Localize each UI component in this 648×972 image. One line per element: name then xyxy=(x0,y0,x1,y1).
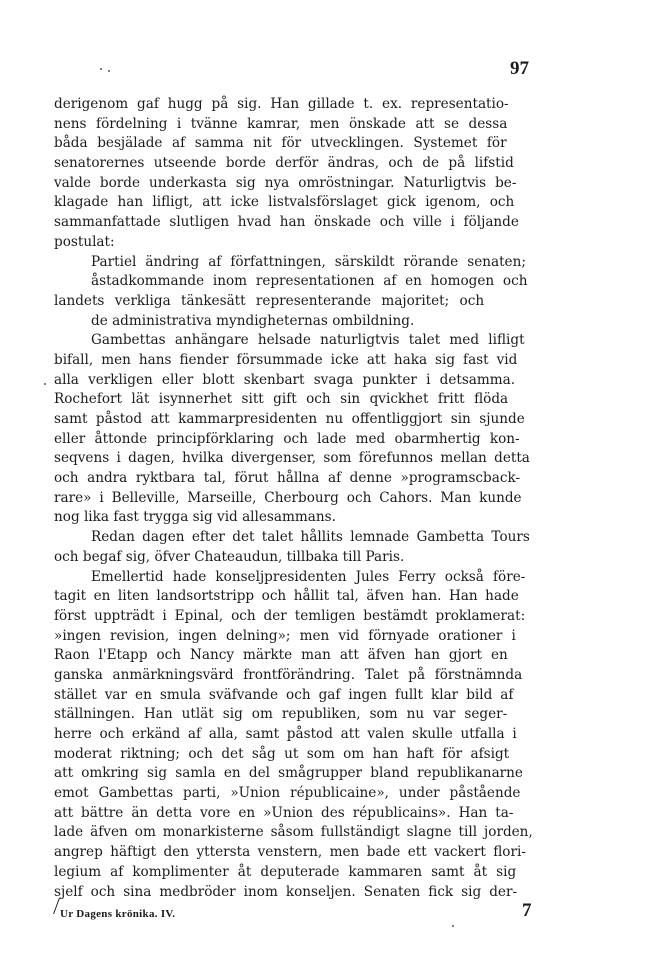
text-line xyxy=(54,134,554,154)
text-line xyxy=(54,705,554,725)
text-line-content: moderat riktning; och det såg ut som om han haft för afsigt xyxy=(54,745,510,762)
text-line xyxy=(54,233,554,253)
text-line xyxy=(54,489,554,509)
text-line xyxy=(54,607,554,627)
text-line-content: senatorernes utseende borde derför ändras, och de på lifstid xyxy=(54,155,514,172)
text-line-content: båda besjälade af samma nit för utvecklingen. Systemet för xyxy=(54,135,507,152)
text-line-content: landets verkliga tänkesätt representerande majoritet; och xyxy=(54,292,485,309)
text-line xyxy=(54,627,554,647)
text-line-content: ställningen. Han utlät sig om republiken, som nu var seger- xyxy=(54,706,508,723)
text-line xyxy=(54,843,554,863)
text-line xyxy=(54,528,554,548)
text-line xyxy=(54,508,554,528)
text-line xyxy=(54,548,554,568)
body-text xyxy=(54,95,554,902)
footer-signature: Ur Dagens krönika. IV. xyxy=(60,908,176,920)
speck-mark xyxy=(100,68,102,70)
text-line xyxy=(54,784,554,804)
text-line-content: klagade han lifligt, att icke listvalsförslaget gick igenom, och xyxy=(54,194,515,211)
text-line xyxy=(54,272,554,292)
text-line xyxy=(54,154,554,174)
footer xyxy=(60,900,550,928)
text-line xyxy=(54,745,554,765)
text-line-content: Raon l'Etapp och Nancy märkte man att äfven han gjort en xyxy=(54,647,508,664)
text-line-content: »ingen revision, ingen delning»; men vid förnyade orationer i xyxy=(54,627,516,644)
text-line-content: lade äfven om monarkisterne såsom fullständigt slagne till jorden, xyxy=(54,824,533,841)
text-line-content: nog lika fast trygga sig vid allesammans. xyxy=(54,509,336,526)
text-line-content: samt påstod att kammarpresidenten nu offentliggjort sin sjunde xyxy=(54,411,525,427)
text-line xyxy=(54,331,554,351)
text-line-content: de administrativa myndigheternas ombildning. xyxy=(91,312,415,329)
text-line-content: postulat: xyxy=(54,233,115,250)
text-line-content: åstadkommande inom representationen af en homogen och xyxy=(91,273,528,290)
text-line-content: och andra ryktbara tal, förut hållna af denne »programscback- xyxy=(54,470,521,487)
text-line-content: ganska anmärkningsvärd frontförändring. Talet på förstnämnda xyxy=(54,666,523,683)
text-line xyxy=(54,193,554,213)
text-line-content: sjelf och sina medbröder inom konseljen. Senaten fick sig der- xyxy=(54,883,518,900)
text-line xyxy=(54,469,554,489)
speck-mark xyxy=(108,70,110,72)
text-line-content: emot Gambettas parti, »Union républicaine», under påstående xyxy=(54,785,521,802)
text-line-content: Rochefort lät isynnerhet sitt gift och sin qvickhet fritt flöda xyxy=(54,391,509,408)
speck-mark xyxy=(44,383,46,385)
text-line xyxy=(54,823,554,843)
text-line xyxy=(54,115,554,135)
text-line xyxy=(54,351,554,371)
page-number: 97 xyxy=(510,58,529,79)
text-line xyxy=(54,725,554,745)
text-line-content: legium af komplimenter åt deputerade kammaren samt åt sig xyxy=(54,863,517,880)
text-line xyxy=(54,587,554,607)
text-line xyxy=(54,174,554,194)
text-line xyxy=(54,430,554,450)
text-line xyxy=(54,312,554,332)
text-line-content: Redan dagen efter det talet hållits lemnade Gambetta Tours xyxy=(91,529,530,546)
text-line xyxy=(54,804,554,824)
text-line xyxy=(54,883,554,903)
text-line-content: alla verkligen eller blott skenbart svaga punkter i detsamma. xyxy=(54,371,516,388)
text-line xyxy=(54,390,554,410)
text-line-content: och begaf sig, öfver Chateaudun, tillbaka till Paris. xyxy=(54,548,405,565)
text-line xyxy=(54,292,554,312)
text-line-content: Gambettas anhängare helsade naturligtvis talet med lifligt xyxy=(91,332,525,349)
text-line-content: Partiel ändring af författningen, särskildt rörande senaten; xyxy=(91,253,526,270)
text-line-content: rare» i Belleville, Marseille, Cherbourg och Cahors. Man kunde xyxy=(54,489,522,506)
speck-mark xyxy=(452,925,454,927)
footer-sheet-number: 7 xyxy=(522,900,532,921)
text-line-content: nens fördelning i tvänne kamrar, men önskade att se dessa xyxy=(54,115,508,132)
text-line-content: att omkring sig samla en del smågrupper bland republikanarne xyxy=(54,765,523,782)
text-line xyxy=(54,764,554,784)
text-line xyxy=(54,371,554,391)
text-line-content: eller åttonde principförklaring och lade med obarmhertig kon- xyxy=(54,430,520,447)
text-line-content: att bättre än detta vore en »Union des républicains». Han ta- xyxy=(54,804,514,821)
text-line xyxy=(54,449,554,469)
text-line-content: först uppträdt i Epinal, och der temligen bestämdt proklamerat: xyxy=(54,607,526,624)
text-line-content: stället var en smula sväfvande och gaf ingen fullt klar bild af xyxy=(54,686,514,703)
text-line xyxy=(54,95,554,115)
text-line-content: bifall, men hans fiender försummade icke att haka sig fast vid xyxy=(54,351,518,368)
text-line xyxy=(54,253,554,273)
text-line-content: herre och erkänd af alla, samt påstod att valen skulle utfalla i xyxy=(54,726,517,742)
text-line-content: derigenom gaf hugg på sig. Han gillade t. ex. representatio- xyxy=(54,96,509,112)
text-line xyxy=(54,863,554,883)
text-line-content: sammanfattade slutligen hvad han önskade och ville i följande xyxy=(54,214,519,231)
text-line-content: angrep häftigt den yttersta venstern, men bade ett vackert flori- xyxy=(54,844,526,861)
text-line xyxy=(54,686,554,706)
text-line xyxy=(54,666,554,686)
text-line-content: tagit en liten landsortstripp och hållit tal, äfven han. Han hade xyxy=(54,588,519,605)
text-line-content: valde borde underkasta sig nya omröstningar. Naturligtvis be- xyxy=(54,174,517,191)
text-line xyxy=(54,646,554,666)
text-line-content: seqvens i dagen, hvilka divergenser, som förefunnos mellan detta xyxy=(54,450,530,467)
text-line-content: Emellertid hade konseljpresidenten Jules Ferry också före- xyxy=(91,568,526,585)
text-line xyxy=(54,213,554,233)
text-line xyxy=(54,568,554,588)
text-line xyxy=(54,410,554,430)
